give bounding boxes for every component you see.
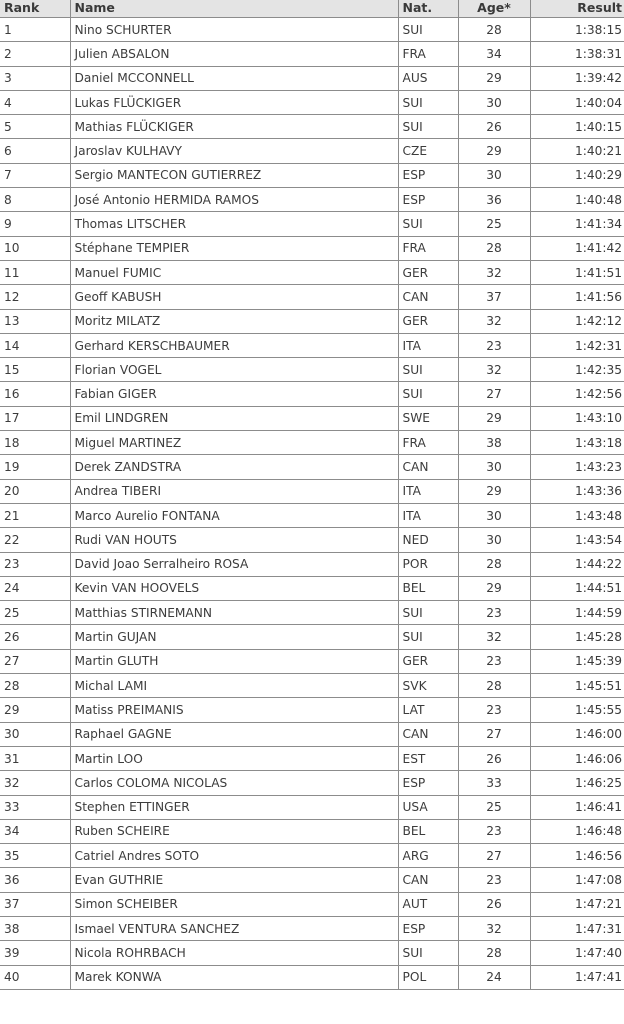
result-cell: 1:41:42 [530,236,624,260]
age-cell: 30 [458,455,530,479]
age-cell: 33 [458,771,530,795]
name-cell: Matiss PREIMANIS [70,698,398,722]
rank-cell: 12 [0,285,70,309]
name-cell: Marco Aurelio FONTANA [70,503,398,527]
name-cell: Sergio MANTECON GUTIERREZ [70,163,398,187]
rank-cell: 3 [0,66,70,90]
name-cell: Simon SCHEIBER [70,892,398,916]
age-cell: 23 [458,868,530,892]
name-cell: Ismael VENTURA SANCHEZ [70,916,398,940]
age-cell: 29 [458,406,530,430]
table-row [0,90,624,114]
table-row [0,625,624,649]
rank-cell: 7 [0,163,70,187]
age-cell: 29 [458,479,530,503]
rank-cell: 34 [0,819,70,843]
nat-cell: SVK [398,674,458,698]
result-cell: 1:40:48 [530,188,624,212]
result-cell: 1:44:59 [530,601,624,625]
name-cell: Stéphane TEMPIER [70,236,398,260]
age-cell: 32 [458,358,530,382]
results-table-header [0,0,624,18]
nat-cell: SUI [398,625,458,649]
rank-cell: 39 [0,941,70,965]
nat-cell: FRA [398,42,458,66]
age-cell: 23 [458,333,530,357]
table-row [0,333,624,357]
rank-cell: 17 [0,406,70,430]
age-cell: 30 [458,163,530,187]
name-cell: Lukas FLÜCKIGER [70,90,398,114]
name-cell: Thomas LITSCHER [70,212,398,236]
nat-cell: CAN [398,868,458,892]
age-cell: 29 [458,139,530,163]
rank-cell: 28 [0,674,70,698]
name-cell: Moritz MILATZ [70,309,398,333]
age-cell: 28 [458,236,530,260]
age-cell: 28 [458,18,530,42]
table-row [0,868,624,892]
rank-cell: 32 [0,771,70,795]
nat-cell: GER [398,309,458,333]
table-row [0,406,624,430]
name-cell: Matthias STIRNEMANN [70,601,398,625]
table-row [0,576,624,600]
rank-cell: 1 [0,18,70,42]
name-cell: Michal LAMI [70,674,398,698]
nat-cell: ESP [398,163,458,187]
rank-cell: 13 [0,309,70,333]
rank-cell: 40 [0,965,70,989]
age-cell: 23 [458,601,530,625]
name-cell: David Joao Serralheiro ROSA [70,552,398,576]
table-row [0,844,624,868]
name-cell: Julien ABSALON [70,42,398,66]
result-cell: 1:42:35 [530,358,624,382]
result-cell: 1:43:48 [530,503,624,527]
nat-cell: ESP [398,188,458,212]
nat-cell: ITA [398,503,458,527]
table-row [0,941,624,965]
table-row [0,479,624,503]
result-cell: 1:42:31 [530,333,624,357]
result-cell: 1:47:41 [530,965,624,989]
nat-cell: ESP [398,771,458,795]
age-cell: 23 [458,649,530,673]
rank-cell: 36 [0,868,70,892]
nat-cell: SWE [398,406,458,430]
rank-cell: 27 [0,649,70,673]
table-row [0,771,624,795]
rank-cell: 26 [0,625,70,649]
nat-cell: ARG [398,844,458,868]
age-cell: 29 [458,66,530,90]
age-cell: 34 [458,42,530,66]
rank-cell: 30 [0,722,70,746]
rank-cell: 21 [0,503,70,527]
table-row [0,18,624,42]
table-row [0,649,624,673]
result-cell: 1:40:04 [530,90,624,114]
age-cell: 36 [458,188,530,212]
name-cell: Fabian GIGER [70,382,398,406]
nat-cell: SUI [398,601,458,625]
rank-cell: 14 [0,333,70,357]
age-cell: 30 [458,90,530,114]
result-cell: 1:47:08 [530,868,624,892]
age-cell: 32 [458,260,530,284]
rank-cell: 29 [0,698,70,722]
rank-cell: 4 [0,90,70,114]
nat-cell: LAT [398,698,458,722]
age-cell: 25 [458,212,530,236]
name-cell: Mathias FLÜCKIGER [70,115,398,139]
table-row [0,795,624,819]
name-cell: Catriel Andres SOTO [70,844,398,868]
name-cell: Gerhard KERSCHBAUMER [70,333,398,357]
table-row [0,260,624,284]
result-cell: 1:46:48 [530,819,624,843]
age-cell: 26 [458,746,530,770]
rank-cell: 19 [0,455,70,479]
result-cell: 1:43:54 [530,528,624,552]
age-cell: 32 [458,625,530,649]
result-cell: 1:46:41 [530,795,624,819]
result-cell: 1:38:31 [530,42,624,66]
age-cell: 26 [458,892,530,916]
name-cell: José Antonio HERMIDA RAMOS [70,188,398,212]
result-cell: 1:43:18 [530,431,624,455]
result-cell: 1:40:29 [530,163,624,187]
table-row [0,115,624,139]
table-row [0,698,624,722]
nat-cell: ITA [398,479,458,503]
table-row [0,892,624,916]
table-row [0,916,624,940]
nat-cell: SUI [398,382,458,406]
name-cell: Evan GUTHRIE [70,868,398,892]
name-cell: Carlos COLOMA NICOLAS [70,771,398,795]
nat-cell: POR [398,552,458,576]
header-rank[interactable]: Rank [0,0,70,18]
result-cell: 1:46:00 [530,722,624,746]
age-cell: 27 [458,382,530,406]
table-row [0,188,624,212]
age-cell: 25 [458,795,530,819]
result-cell: 1:39:42 [530,66,624,90]
name-cell: Jaroslav KULHAVY [70,139,398,163]
result-cell: 1:47:31 [530,916,624,940]
nat-cell: GER [398,649,458,673]
age-cell: 28 [458,552,530,576]
name-cell: Kevin VAN HOOVELS [70,576,398,600]
nat-cell: SUI [398,90,458,114]
rank-cell: 5 [0,115,70,139]
nat-cell: CAN [398,722,458,746]
nat-cell: CZE [398,139,458,163]
age-cell: 32 [458,309,530,333]
table-row [0,455,624,479]
result-cell: 1:46:56 [530,844,624,868]
table-row [0,674,624,698]
header-age[interactable]: Age* [458,0,530,18]
rank-cell: 9 [0,212,70,236]
age-cell: 28 [458,674,530,698]
name-cell: Florian VOGEL [70,358,398,382]
rank-cell: 2 [0,42,70,66]
age-cell: 38 [458,431,530,455]
age-cell: 32 [458,916,530,940]
nat-cell: AUT [398,892,458,916]
rank-cell: 15 [0,358,70,382]
name-cell: Nino SCHURTER [70,18,398,42]
table-row [0,66,624,90]
rank-cell: 16 [0,382,70,406]
age-cell: 30 [458,528,530,552]
name-cell: Manuel FUMIC [70,260,398,284]
nat-cell: CAN [398,285,458,309]
table-row [0,503,624,527]
result-cell: 1:40:15 [530,115,624,139]
name-cell: Martin GUJAN [70,625,398,649]
rank-cell: 8 [0,188,70,212]
nat-cell: GER [398,260,458,284]
table-row [0,819,624,843]
rank-cell: 38 [0,916,70,940]
rank-cell: 11 [0,260,70,284]
rank-cell: 31 [0,746,70,770]
name-cell: Nicola ROHRBACH [70,941,398,965]
age-cell: 27 [458,722,530,746]
age-cell: 29 [458,576,530,600]
header-result[interactable]: Result [530,0,624,18]
rank-cell: 37 [0,892,70,916]
result-cell: 1:44:22 [530,552,624,576]
result-cell: 1:41:56 [530,285,624,309]
name-cell: Martin GLUTH [70,649,398,673]
result-cell: 1:45:28 [530,625,624,649]
rank-cell: 6 [0,139,70,163]
name-cell: Daniel MCCONNELL [70,66,398,90]
name-cell: Geoff KABUSH [70,285,398,309]
nat-cell: FRA [398,431,458,455]
name-cell: Martin LOO [70,746,398,770]
age-cell: 23 [458,698,530,722]
nat-cell: POL [398,965,458,989]
nat-cell: BEL [398,819,458,843]
name-cell: Raphael GAGNE [70,722,398,746]
rank-cell: 35 [0,844,70,868]
table-row [0,746,624,770]
age-cell: 30 [458,503,530,527]
result-cell: 1:41:34 [530,212,624,236]
result-cell: 1:45:51 [530,674,624,698]
result-cell: 1:45:55 [530,698,624,722]
nat-cell: ITA [398,333,458,357]
rank-cell: 24 [0,576,70,600]
name-cell: Rudi VAN HOUTS [70,528,398,552]
nat-cell: SUI [398,941,458,965]
table-row [0,309,624,333]
table-row [0,139,624,163]
result-cell: 1:43:36 [530,479,624,503]
rank-cell: 10 [0,236,70,260]
result-cell: 1:43:10 [530,406,624,430]
result-cell: 1:41:51 [530,260,624,284]
rank-cell: 22 [0,528,70,552]
result-cell: 1:44:51 [530,576,624,600]
name-cell: Derek ZANDSTRA [70,455,398,479]
table-row [0,358,624,382]
age-cell: 28 [458,941,530,965]
header-nat[interactable]: Nat. [398,0,458,18]
nat-cell: EST [398,746,458,770]
table-row [0,212,624,236]
table-row [0,965,624,989]
table-row [0,236,624,260]
nat-cell: SUI [398,18,458,42]
age-cell: 24 [458,965,530,989]
nat-cell: SUI [398,358,458,382]
result-cell: 1:47:21 [530,892,624,916]
result-cell: 1:46:06 [530,746,624,770]
nat-cell: FRA [398,236,458,260]
table-row [0,431,624,455]
results-table-body [0,18,624,990]
table-row [0,601,624,625]
nat-cell: BEL [398,576,458,600]
name-cell: Ruben SCHEIRE [70,819,398,843]
result-cell: 1:38:15 [530,18,624,42]
result-cell: 1:40:21 [530,139,624,163]
nat-cell: CAN [398,455,458,479]
name-cell: Emil LINDGREN [70,406,398,430]
nat-cell: AUS [398,66,458,90]
name-cell: Stephen ETTINGER [70,795,398,819]
result-cell: 1:42:12 [530,309,624,333]
result-cell: 1:46:25 [530,771,624,795]
age-cell: 27 [458,844,530,868]
rank-cell: 33 [0,795,70,819]
result-cell: 1:47:40 [530,941,624,965]
name-cell: Marek KONWA [70,965,398,989]
nat-cell: SUI [398,212,458,236]
header-row [0,0,624,18]
nat-cell: ESP [398,916,458,940]
result-cell: 1:43:23 [530,455,624,479]
rank-cell: 23 [0,552,70,576]
nat-cell: USA [398,795,458,819]
table-row [0,285,624,309]
table-row [0,382,624,406]
nat-cell: NED [398,528,458,552]
table-row [0,722,624,746]
header-name[interactable]: Name [70,0,398,18]
result-cell: 1:42:56 [530,382,624,406]
table-row [0,163,624,187]
nat-cell: SUI [398,115,458,139]
age-cell: 37 [458,285,530,309]
rank-cell: 25 [0,601,70,625]
rank-cell: 20 [0,479,70,503]
age-cell: 23 [458,819,530,843]
table-row [0,42,624,66]
table-row [0,528,624,552]
name-cell: Andrea TIBERI [70,479,398,503]
table-row [0,552,624,576]
result-cell: 1:45:39 [530,649,624,673]
age-cell: 26 [458,115,530,139]
rank-cell: 18 [0,431,70,455]
name-cell: Miguel MARTINEZ [70,431,398,455]
